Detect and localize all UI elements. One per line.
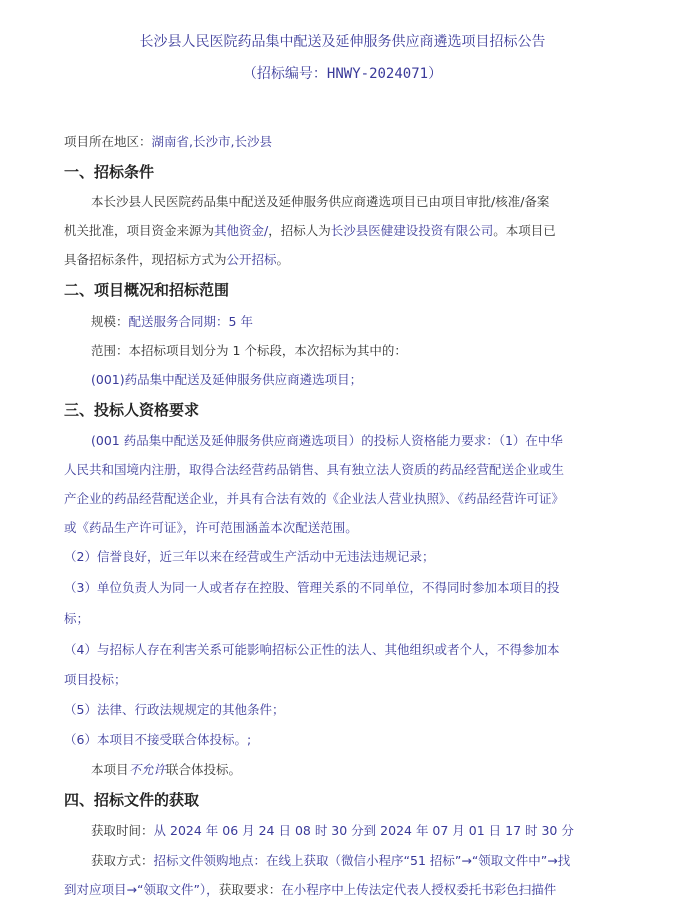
qual-req-6: （6）本项目不接受联合体投标。; bbox=[64, 732, 252, 747]
region-value: 湖南省,长沙市,长沙县 bbox=[151, 134, 272, 149]
lot-item: (001)药品集中配送及延伸服务供应商遴选项目； bbox=[91, 372, 363, 387]
scale-label: 规模： bbox=[91, 314, 129, 329]
way-line-2c: 在小程序中上传法定代表人授权委托书彩色扫描件 bbox=[281, 882, 557, 897]
sec1-l2c: ，招标人为 bbox=[268, 223, 331, 238]
sec1-line-2 bbox=[64, 221, 556, 239]
qual-line-3: 产企业的药品经营配送企业，并具有合法有效的《企业法人营业执照》、《药品经营许可证》 bbox=[64, 491, 565, 506]
sec1-line-1: 本长沙县人民医院药品集中配送及延伸服务供应商遴选项目已由项目审批/核准/备案 bbox=[91, 194, 550, 209]
project-scale bbox=[91, 312, 253, 330]
sec1-l3a: 具备招标条件，现招标方式为 bbox=[64, 252, 227, 267]
joint-value: 不允许 bbox=[128, 762, 167, 777]
qual-req-4b: 项目投标； bbox=[64, 672, 127, 687]
section-heading-1: 一、招标条件 bbox=[64, 163, 155, 181]
tender-method: 公开招标 bbox=[226, 252, 277, 267]
joint-a: 本项目 bbox=[91, 762, 129, 777]
qual-line-2: 人民共和国境内注册，取得合法经营药品销售、具有独立法人资质的药品经营配送企业或生 bbox=[64, 462, 565, 477]
way-line-1: 招标文件领购地点：在线上获取（微信小程序“51 招标”→“领取文件中”→找 bbox=[153, 853, 571, 868]
sec1-l2e: 。本项目已 bbox=[493, 223, 556, 238]
acquire-time bbox=[91, 821, 574, 839]
tenderer-name: 长沙县医健建设投资有限公司 bbox=[330, 223, 494, 238]
tender-number bbox=[0, 63, 685, 83]
way-line-2b: 获取要求： bbox=[218, 882, 282, 897]
sec1-l3c: 。 bbox=[276, 252, 290, 267]
tender-number-suffix: ） bbox=[428, 66, 443, 82]
project-region bbox=[64, 132, 272, 150]
qual-req-3b: 标； bbox=[64, 611, 90, 626]
tender-number-prefix: （招标编号： bbox=[242, 66, 327, 82]
qual-line-4: 或《药品生产许可证》，许可范围涵盖本次配送范围。 bbox=[64, 520, 358, 535]
way-label: 获取方式： bbox=[91, 853, 154, 868]
time-label: 获取时间： bbox=[91, 823, 154, 838]
acquire-way-1 bbox=[91, 851, 570, 869]
section-heading-4: 四、招标文件的获取 bbox=[64, 791, 200, 809]
qual-line-1: (001 药品集中配送及延伸服务供应商遴选项目）的投标人资格能力要求：（1）在中华 bbox=[91, 433, 563, 448]
announcement-title: 长沙县人民医院药品集中配送及延伸服务供应商遴选项目招标公告 bbox=[139, 34, 546, 50]
joint-c: 联合体投标。 bbox=[166, 762, 242, 777]
project-range: 范围：本招标项目划分为 1 个标段，本次招标为其中的： bbox=[91, 343, 407, 358]
region-label: 项目所在地区： bbox=[64, 134, 152, 149]
acquire-way-2 bbox=[64, 880, 556, 898]
section-heading-2: 二、项目概况和招标范围 bbox=[64, 281, 230, 299]
way-line-2a: 到对应项目→“领取文件”）， bbox=[64, 882, 219, 897]
qual-req-2: （2）信誉良好，近三年以来在经营或生产活动中无违法违规记录； bbox=[64, 549, 435, 564]
sec1-line-3 bbox=[64, 250, 289, 268]
joint-bid-note bbox=[91, 760, 241, 778]
scale-value: 配送服务合同期：5 年 bbox=[128, 314, 253, 329]
qual-req-4a: （4）与招标人存在利害关系可能影响招标公正性的法人、其他组织或者个人，不得参加本 bbox=[64, 642, 560, 657]
fund-source: 其他资金/ bbox=[214, 223, 269, 238]
qual-req-5: （5）法律、行政法规规定的其他条件； bbox=[64, 702, 285, 717]
section-heading-3: 三、投标人资格要求 bbox=[64, 401, 200, 419]
tender-number-value: HNWY-2024071 bbox=[326, 66, 429, 82]
sec1-l2a: 机关批准，项目资金来源为 bbox=[64, 223, 215, 238]
time-value: 从 2024 年 06 月 24 日 08 时 30 分到 2024 年 07 月 01 日 17 时 30 分 bbox=[153, 823, 574, 838]
qual-req-3a: （3）单位负责人为同一人或者存在控股、管理关系的不同单位，不得同时参加本项目的投 bbox=[64, 580, 560, 595]
